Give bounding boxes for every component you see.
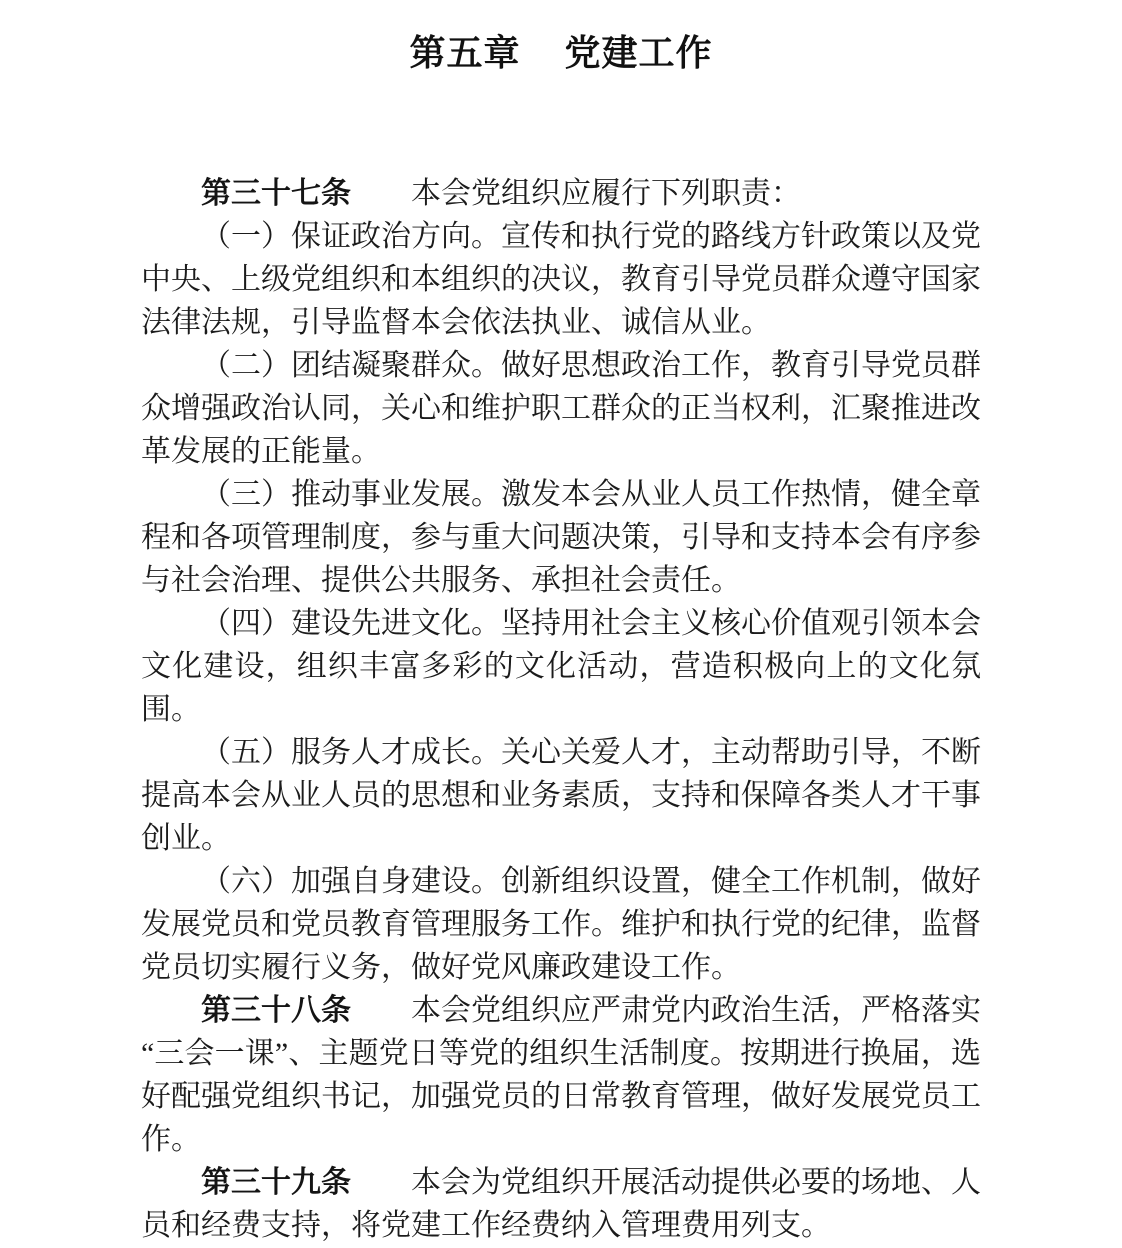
paragraph-text: （四）建设先进文化。坚持用社会主义核心价值观引领本会文化建设，组织丰富多彩的文化活动，营造积极向上的文化氛围。	[141, 607, 981, 726]
paragraph-text: 本会党组织应严肃党内政治生活，严格落实“三会一课”、主题党日等党的组织生活制度。按期进行换届，选好配强党组织书记，加强党员的日常教育管理，做好发展党员工作。	[141, 994, 981, 1156]
clause-paragraph	[141, 731, 981, 860]
clause-paragraph	[141, 602, 981, 731]
chapter-number: 第五章	[409, 32, 521, 73]
article-paragraph	[141, 172, 981, 215]
paragraph-text: 本会为党组织开展活动提供必要的场地、人员和经费支持，将党建工作经费纳入管理费用列支。	[141, 1166, 981, 1242]
paragraph-text: （三）推动事业发展。激发本会从业人员工作热情，健全章程和各项管理制度，参与重大问题决策，引导和支持本会有序参与社会治理、提供公共服务、承担社会责任。	[141, 478, 981, 597]
article-number: 第三十八条	[201, 994, 351, 1027]
clause-paragraph	[141, 344, 981, 473]
clause-paragraph	[141, 473, 981, 602]
article-paragraph	[141, 1161, 981, 1247]
article-number: 第三十九条	[201, 1166, 351, 1199]
clause-paragraph	[141, 860, 981, 989]
paragraph-text: 本会党组织应履行下列职责：	[351, 177, 801, 210]
article-number: 第三十七条	[201, 177, 351, 210]
paragraph-text: （二）团结凝聚群众。做好思想政治工作，教育引导党员群众增强政治认同，关心和维护职工群众的正当权利，汇聚推进改革发展的正能量。	[141, 349, 981, 468]
paragraph-text: （六）加强自身建设。创新组织设置，健全工作机制，做好发展党员和党员教育管理服务工作。维护和执行党的纪律，监督党员切实履行义务，做好党风廉政建设工作。	[141, 865, 981, 984]
article-paragraph	[141, 989, 981, 1161]
document-body	[141, 172, 981, 1247]
chapter-name: 党建工作	[564, 32, 713, 73]
paragraph-text: （五）服务人才成长。关心关爱人才，主动帮助引导，不断提高本会从业人员的思想和业务素质，支持和保障各类人才干事创业。	[141, 736, 981, 855]
paragraph-text: （一）保证政治方向。宣传和执行党的路线方针政策以及党中央、上级党组织和本组织的决议，教育引导党员群众遵守国家法律法规，引导监督本会依法执业、诚信从业。	[141, 220, 981, 339]
chapter-title	[0, 30, 1122, 76]
clause-paragraph	[141, 215, 981, 344]
